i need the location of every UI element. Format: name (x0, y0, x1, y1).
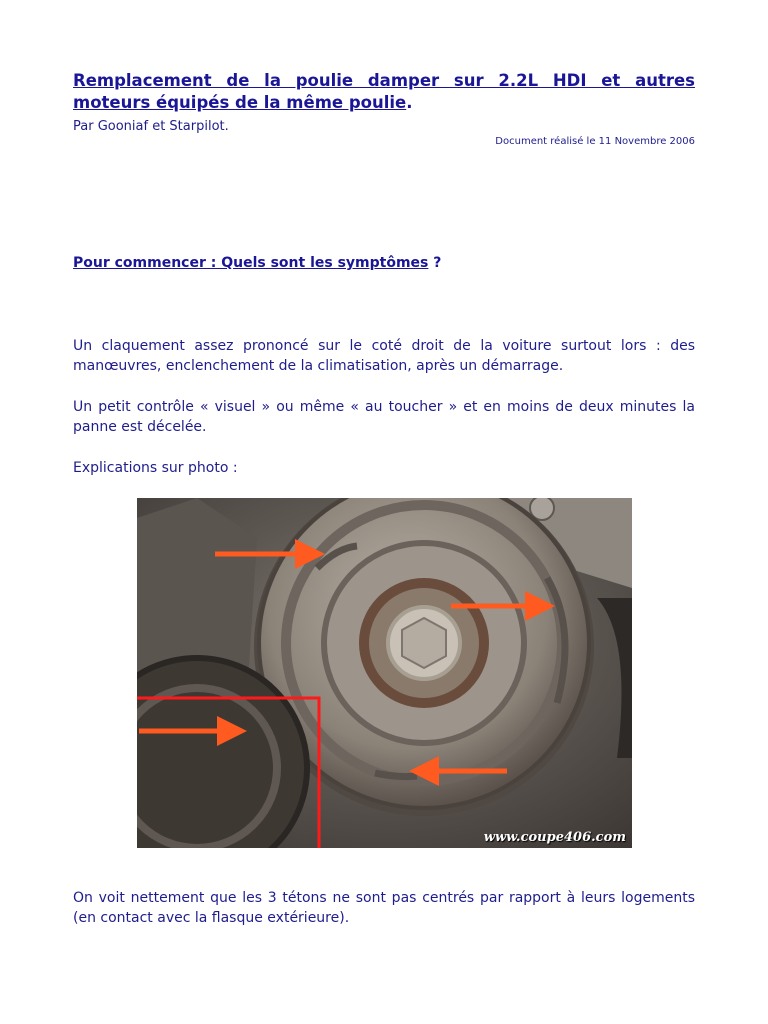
paragraph-explanations: Explications sur photo : (73, 460, 238, 476)
photo-watermark: www.coupe406.com (483, 830, 626, 845)
document-title (73, 70, 695, 114)
section-heading-text: Pour commencer : Quels sont les symptômes (73, 255, 429, 271)
pulley-photo-drawing (137, 498, 632, 848)
document-title-end: . (406, 93, 413, 112)
section-heading-suffix: ? (428, 255, 442, 271)
paragraph-check: Un petit contrôle « visuel » ou même « au toucher » et en moins de deux minutes la panne est décelée. (73, 399, 695, 435)
document-date: Document réalisé le 11 Novembre 2006 (495, 136, 695, 147)
pulley-photo (137, 498, 632, 848)
slot-bottom (375, 773, 417, 777)
paragraph-conclusion: On voit nettement que les 3 tétons ne sont pas centrés par rapport à leurs logements (en contact avec la flasque extérieure). (73, 890, 695, 926)
document-title-text: Remplacement de la poulie damper sur 2.2L HDI et autres moteurs équipés de la même poulie (73, 71, 695, 112)
document-author: Par Gooniaf et Starpilot. (73, 119, 229, 134)
paragraph-symptoms: Un claquement assez prononcé sur le coté droit de la voiture surtout lors : des manœuvres, enclenchement de la climatisation, après un démarrage. (73, 338, 695, 374)
section-heading (73, 255, 441, 271)
center-bolt (402, 618, 446, 668)
